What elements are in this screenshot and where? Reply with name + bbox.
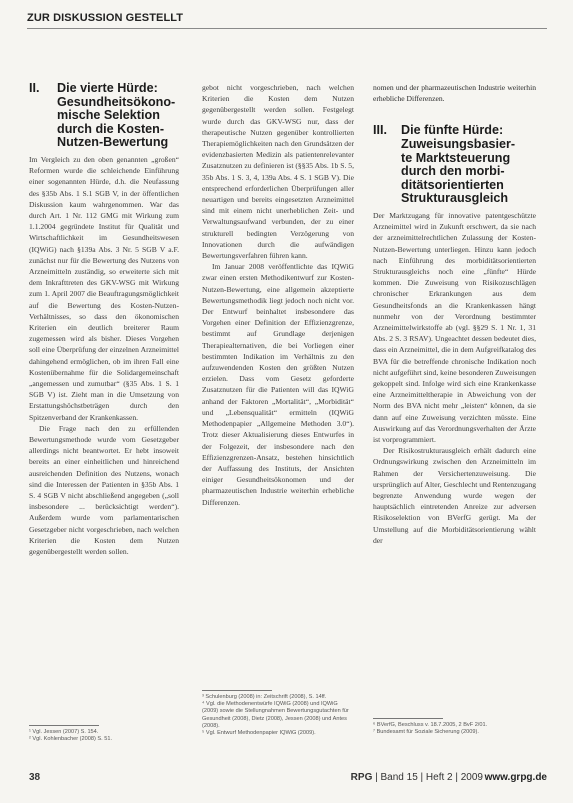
footnote: ⁴ Vgl. die Methodenentwürfe IQWiG (2008) und IQWiG (2009) sowie die Stellungnahmen Bewertungsgutachten für Gesundheit (2008), Dietz (2008), Jessen (2008) und Antes (2008). [202, 701, 349, 729]
section-number: II. [29, 81, 40, 95]
journal-name: RPG [350, 772, 373, 783]
header-rule [27, 28, 547, 29]
footnote: ⁵ Vgl. Entwurf Methodenpapier IQWiG (2009). [202, 730, 316, 737]
journal-issue: | Band 15 | Heft 2 | 2009 [372, 772, 483, 783]
section-heading-ii [29, 82, 179, 150]
paragraph: Die Frage nach den zu erfüllenden Bewertungsmethode wurde vom Gesetzgeber allerdings nicht beantwortet. Er hebt insoweit bereits an einer einheitlichen und hinreichend ausreichenden Definition des Nutzens, wonach sind die Interessen der Patienten in §35b Abs. 1 S. 4 SGB V nicht abschließend angegeben („soll insbesondere ... berücksichtigt werden“). Außerdem wurde vom parlamentarischen Gesetzgeber nicht vorgeschrieben, nach welchen Kriterien die Kosten dem Nutzen gegenübergestellt werden sollen. [29, 423, 179, 557]
section-title: Die fünfte Hürde: Zuweisungsbasier- te Marktsteuerung durch den morbi- ditätsorientierten Strukturausgleich [401, 123, 516, 206]
footnote-rule [202, 690, 272, 691]
footnote: ¹ Vgl. Jessen (2007) S. 154. [29, 729, 99, 735]
section-title: Die vierte Hürde: Gesundheitsökono- mische Selektion durch die Kosten- Nutzen-Bewertung [57, 81, 176, 150]
footnotes-middle [202, 690, 354, 737]
paragraph: Im Vergleich zu den oben genannten „großen“ Reformen wurde die schleichende Einführung einer sogenannten Hürde, d.h. die Neufassung des §35b Abs. 1 S.1 SGB V, in der öffentlichen Diskussion kaum wahrgenommen. War das durch Art. 1 Nr. 112 GMG mit Wirkung zum 1.1.2004 gegründete Institut für Qualität und Wirtschaftlichkeit im Gesundheitswesen (IQWiG) nach §139a Abs. 3 Nr. 5 SGB V a.F. zunächst nur für die Bewertung des Nutzens von Arzneimitteln zuständig, so erweiterte sich mit dem Inkrafttreten des GKV-WSG mit Wirkung zum 1. April 2007 die Beauftragungsmöglichkeit auf die Bewertung des Kosten-Nutzen-Verhältnisses, so dass den ökonomischen Kriterien ein deutlich breiterer Raum zugemessen wird als bisher. Dieses Vorgehen soll eine Überprüfung der einzelnen Arzneimittel dahingehend ermöglichen, ob im ihren Fall eine Kostenübernahme für die Solidargemeinschaft „angemessen und zumutbar“ (§35 Abs. 1 S. 1 SGB V) ist. Zieht man in die Umsetzung von Erstattungshöchstbeträgen durch den Spitzenverband der Krankenkassen. [29, 154, 179, 422]
section-number: III. [373, 123, 387, 138]
running-head: ZUR DISKUSSION GESTELLT [27, 12, 184, 24]
footnote-rule [29, 725, 99, 726]
journal-info [351, 772, 483, 783]
footnote: ⁶ BVerfG, Beschluss v. 18.7.2005, 2 BvF 2/01. [373, 722, 488, 728]
column-middle [202, 82, 354, 508]
paragraph: gebot nicht vorgeschrieben, nach welchen Kriterien die Kosten dem Nutzen gegenübergestellt werden sollen. Festgelegt wurde durch das GKV-WSG nur, dass der therapeutische Nutzen gegenüber kontrollierten Therapiemöglichkeiten nach den Grundsätzen der evidenzbasierten Medizin als patientenrelevanter Zusatznutzen zu definieren ist (§§35 Abs. 1b S. 5, 35b Abs. 1 S. 3, 4, 139a Abs. 4 S. 1 SGB V). Die entsprechend erforderlichen Überprüfungen aller neuartigen und bereits eingesetzten Arzneimittel sind mit einem nicht unerheblichen Zeit- und Verwaltungsaufwand verbunden, der zu einer strukturell bedingten Verzögerung von Innovationen durch die aufwändigen Bewertungsverfahren führen kann. [202, 83, 354, 261]
footnote: ⁷ Bundesamt für Soziale Sicherung (2009). [373, 729, 479, 736]
paragraph: Der Risikostrukturausgleich erhält dadurch eine Ordnungswirkung zwischen den Arzneimitteln im Rahmen der Versichertenzuweisung. Die ursprünglich auf Alter, Geschlecht und Rentenzugang begrenzte Anwendung wurde wegen der hauptsächlich eintretenden Anreize zur adversen Risikoselektion von BVerfG gerügt. Ma der Umstellung auf die Morbiditätsorientierung wählt der [373, 446, 536, 545]
footnotes-left [29, 725, 179, 743]
page-number: 38 [29, 772, 41, 783]
footnotes-right [373, 718, 536, 736]
footnote: ² Vgl. Kohlenbacher (2008) S. 51. [29, 736, 113, 743]
footnote: ³ Schulenburg (2008) in: Zeitschrift (2008), S. 14ff. [202, 694, 327, 700]
footnote-rule [373, 718, 443, 719]
website-link[interactable]: www.grpg.de [484, 772, 547, 783]
paragraph: Im Januar 2008 veröffentlichte das IQWiG zwar einen ersten Methodikentwurf zur Kosten-Nutzen-Bewertung, eine allgemein akzeptierte Bewertungsmethodik liegt jedoch noch nicht vor. Der Entwurf beinhaltet insbesondere das Vorgehen einer Definition der Effizienzgrenze, bestimmt auf Grundlage derjenigen Therapiealternativen, die bei Vorliegen einer bestimmten Indikation im Verhältnis zu den aufzuwendenden Kosten den größten Nutzen erzielen. Dass vom Gesetz geforderte Zusatznutzen für die Patienten will das IQWiG anhand der Faktoren „Mortalität“, „Morbidität“ und „Lebensqualität“ ermitteln (IQWiG Methodenpapier „Allgemeine Methoden 3.0“). Trotz dieser Aktualisierung dieses Entwurfes in der Folgezeit, der insbesondere nach den Effizienzgrenzen-Ansatz, bestehen hinsichtlich der Auffassung des Instituts, der Ansichten einiger Gesundheitsökonomen und der pharmazeutischen Industrie weiterhin erhebliche Differenzen. [202, 262, 354, 507]
column-left [29, 82, 179, 557]
paragraph: Der Marktzugang für innovative patentgeschützte Arzneimittel wird in Zukunft erschwert, da sie nach der arzneimittelrechtlichen Zulassung der Kosten-Nutzen-Bewertung unterliegen. Hinzu kann jedoch nach Einführung des morbiditätsorientierten Strukturausgleichs noch eine „fünfte“ Hürde kommen. Die Zuweisung von Risikozuschlägen chronischer Erkrankungen aus dem Gesundheitsfonds an die Krankenkassen hängt nunmehr von der Verordnung bestimmter Arzneimittelwirkstoffe ab (vgl. §§29 S. 1 Nr. 1, 31 Abs. 2 S. 3 RSAV). Ungeachtet dessen bedeutet dies, dass ein Arzneimittel, die in dem Aufgreifkatalog des BVA für die betreffende chronische Indikation noch nicht aufgeführt sind, keine besonderen Zuweisungen gekoppelt sind. Infolge wird sich eine Krankenkasse eine Arzneimitteltherapie in Abweichung von der Norm des BVA nicht mehr „leisten“ können, da sie dann auf eine Zuweisung verzichten müsste. Eine Auswirkung auf das Verordnungsverhalten der Ärzte ist vorprogrammiert. [373, 210, 536, 445]
column-right [373, 82, 536, 546]
section-heading-iii [373, 124, 536, 206]
paragraph-continued: nomen und der pharmazeutischen Industrie weiterhin erhebliche Differenzen. [373, 83, 536, 104]
